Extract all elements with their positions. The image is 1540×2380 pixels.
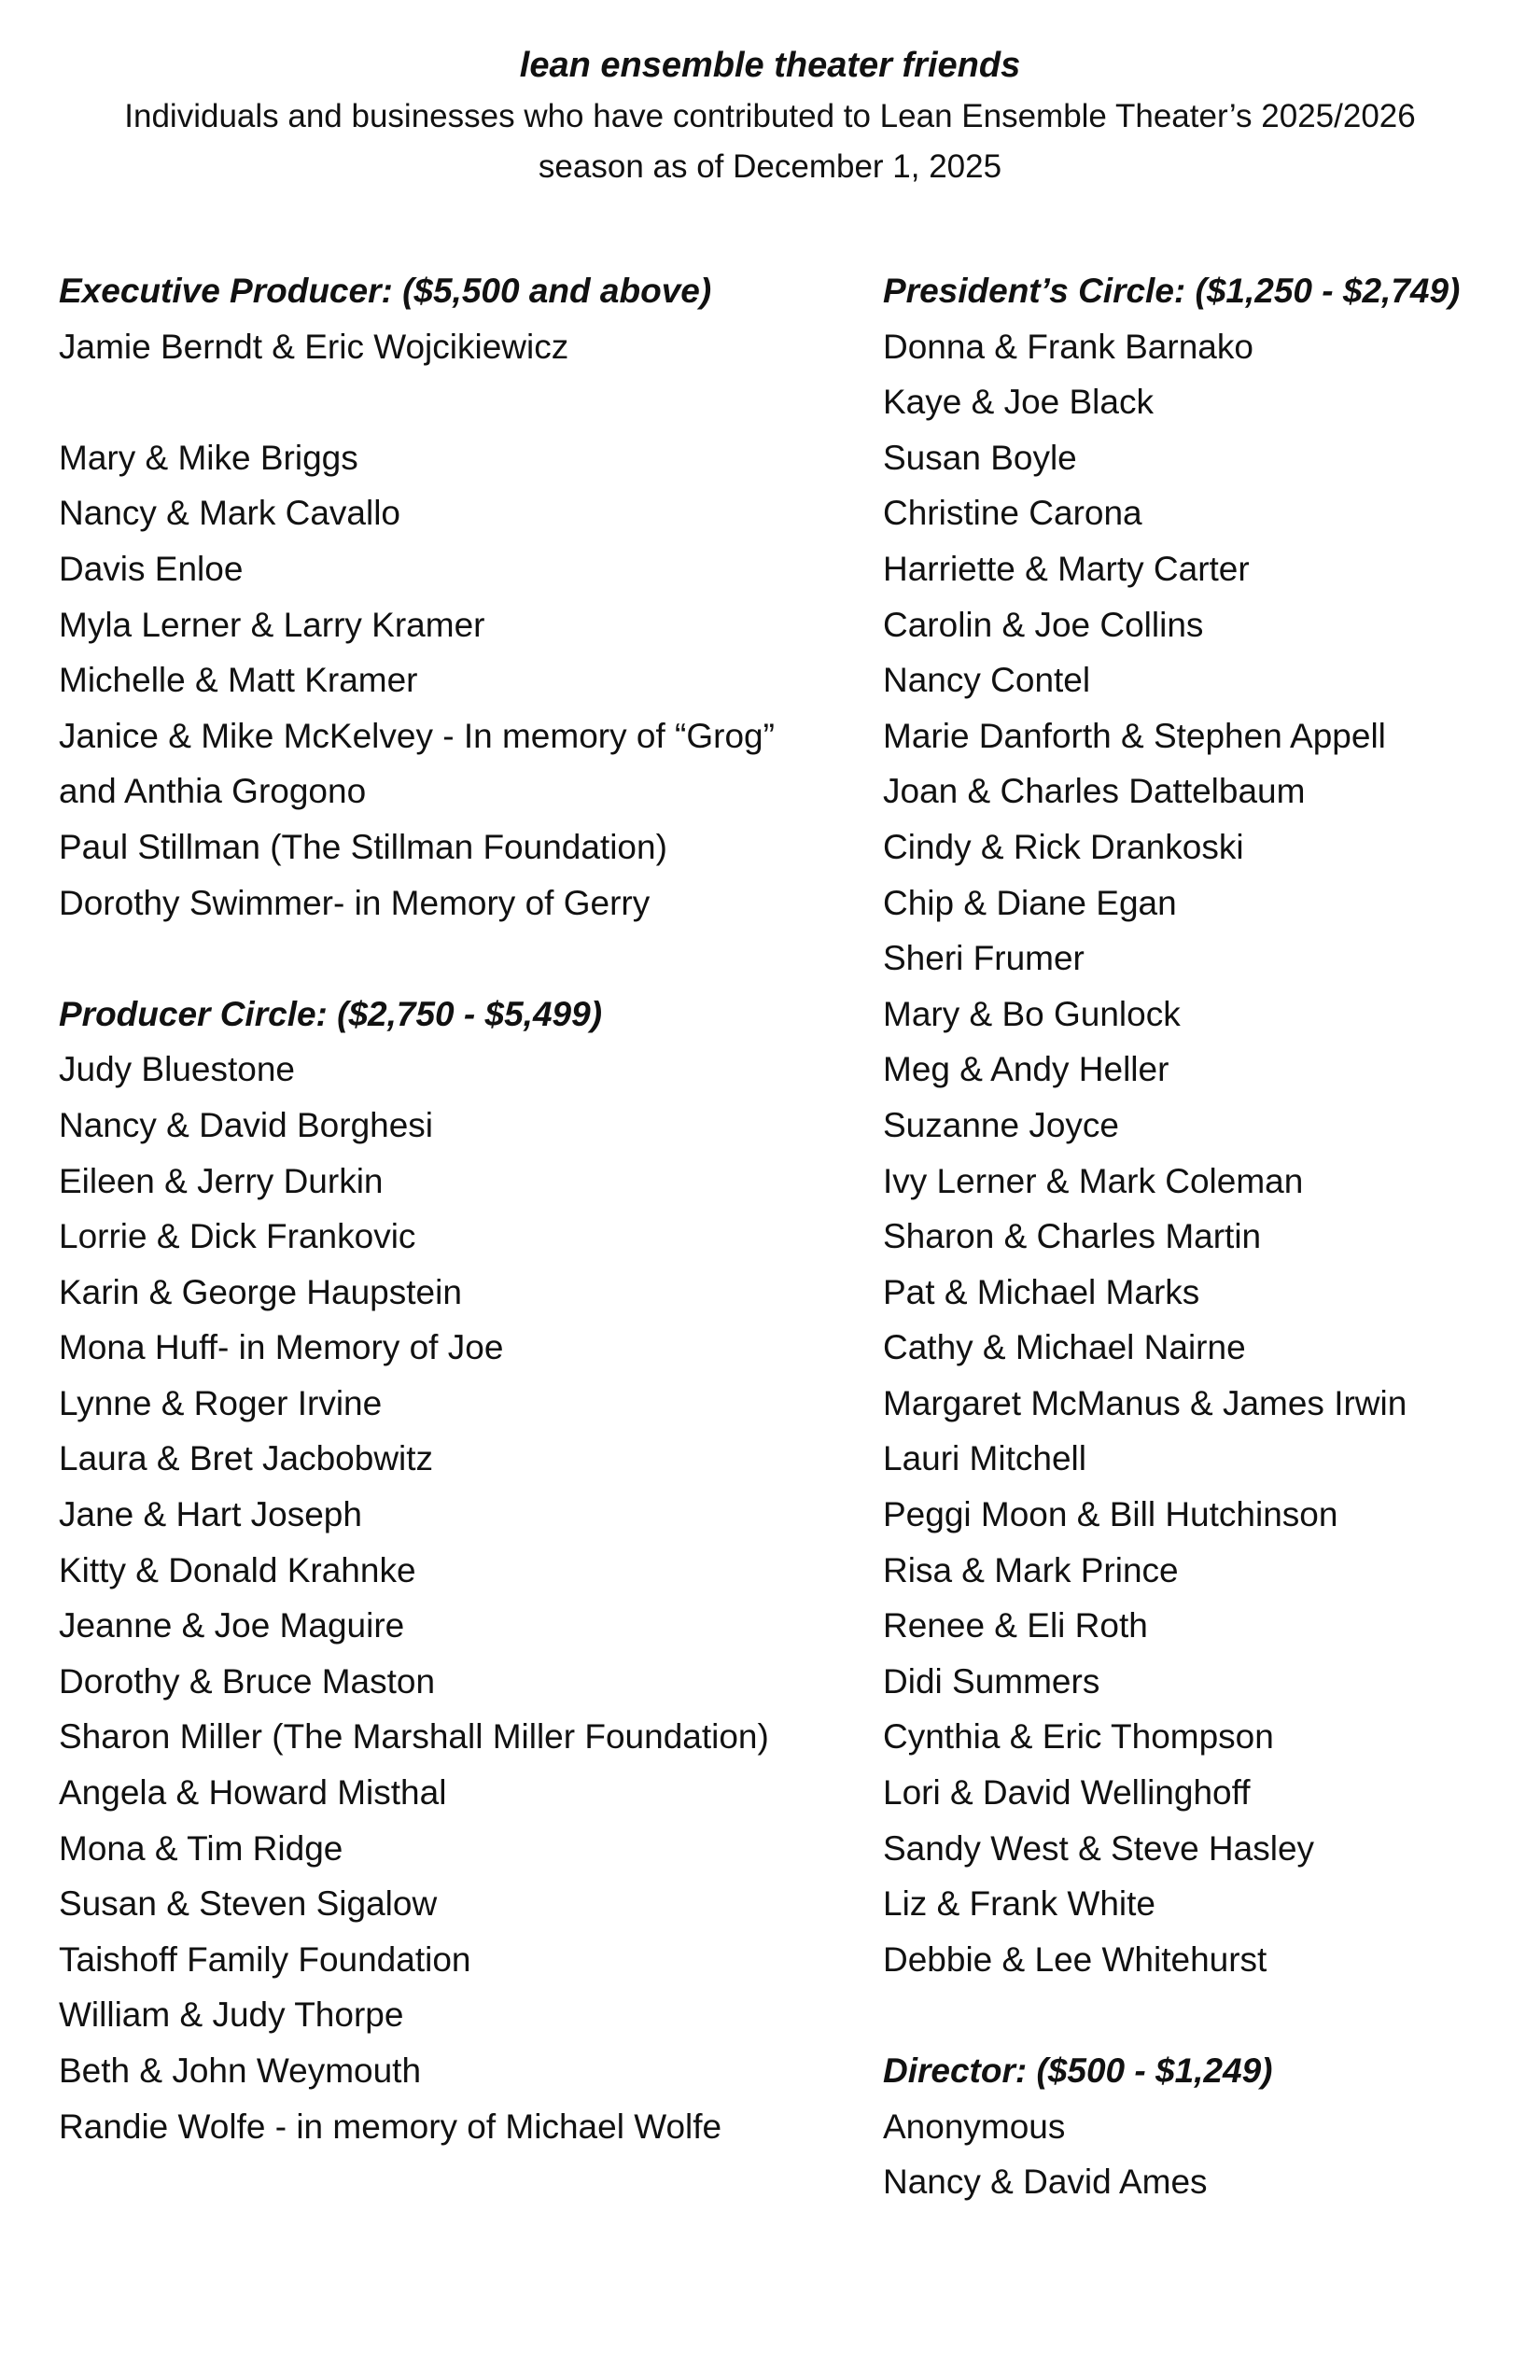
page-title: lean ensemble theater friends	[519, 46, 1021, 85]
donor-name: Cindy & Rick Drankoski	[883, 827, 1244, 866]
donor-name: Jeanne & Joe Maguire	[59, 1606, 405, 1645]
donor-name: Christine Carona	[883, 494, 1142, 533]
donor-name: Susan & Steven Sigalow	[59, 1884, 438, 1924]
donor-name: Cathy & Michael Nairne	[883, 1328, 1246, 1367]
donor-name: Dorothy & Bruce Maston	[59, 1661, 436, 1701]
page-header	[0, 39, 1540, 192]
producer-circle-list	[59, 1042, 861, 2154]
presidents-circle-list	[883, 319, 1518, 1988]
donor-name: Ivy Lerner & Mark Coleman	[883, 1161, 1304, 1200]
donor-name: Jane & Hart Joseph	[59, 1495, 362, 1534]
right-column	[883, 263, 1518, 2210]
donor-name: Peggi Moon & Bill Hutchinson	[883, 1495, 1338, 1534]
donor-name: Lynne & Roger Irvine	[59, 1383, 383, 1422]
donor-name: Mary & Mike Briggs	[59, 438, 358, 477]
donor-name: Angela & Howard Misthal	[59, 1773, 447, 1813]
donor-name: Davis Enloe	[59, 549, 244, 588]
donor-name: Meg & Andy Heller	[883, 1050, 1169, 1089]
donor-name: Myla Lerner & Larry Kramer	[59, 605, 485, 644]
donor-name: Sandy West & Steve Hasley	[883, 1828, 1315, 1868]
donor-name: Dorothy Swimmer- in Memory of Gerry	[59, 883, 651, 922]
donor-name: Debbie & Lee Whitehurst	[883, 1939, 1267, 1979]
donor-name: Liz & Frank White	[883, 1884, 1155, 1924]
donor-name: Anonymous	[883, 2107, 1066, 2146]
donor-name: Lorrie & Dick Frankovic	[59, 1217, 416, 1256]
donor-name: Harriette & Marty Carter	[883, 549, 1250, 588]
donor-name: Janice & Mike McKelvey - In memory of “Grog”	[59, 716, 775, 755]
donor-name: Suzanne Joyce	[883, 1105, 1120, 1144]
donor-name: Joan & Charles Dattelbaum	[883, 772, 1306, 811]
donor-name: Renee & Eli Roth	[883, 1606, 1148, 1645]
donor-name: Beth & John Weymouth	[59, 2051, 422, 2090]
donor-name: Sheri Frumer	[883, 939, 1085, 978]
donor-name: Chip & Diane Egan	[883, 883, 1177, 922]
donor-name: William & Judy Thorpe	[59, 1995, 404, 2035]
donor-name: Randie Wolfe - in memory of Michael Wolfe	[59, 2107, 722, 2146]
donor-name: and Anthia Grogono	[59, 772, 367, 811]
donor-name: Kitty & Donald Krahnke	[59, 1550, 416, 1589]
section-spacer	[59, 931, 861, 987]
executive-producer-list-a	[59, 319, 861, 375]
section-spacer	[883, 1987, 1518, 2043]
page-subtitle: Individuals and businesses who have contributed to Lean Ensemble Theater’s 2025/2026 season as of December 1, 2025	[124, 98, 1416, 185]
executive-producer-list-b	[59, 430, 861, 931]
donor-name: Lauri Mitchell	[883, 1439, 1086, 1478]
director-heading: Director: ($500 - $1,249)	[883, 2051, 1273, 2090]
donor-name: Sharon & Charles Martin	[883, 1217, 1262, 1256]
section-spacer	[59, 374, 861, 430]
donor-name: Kaye & Joe Black	[883, 383, 1154, 422]
donor-name: Taishoff Family Foundation	[59, 1939, 471, 1979]
donor-name: Margaret McManus & James Irwin	[883, 1383, 1407, 1422]
director-list	[883, 2099, 1518, 2210]
presidents-circle-heading: President’s Circle: ($1,250 - $2,749)	[883, 272, 1461, 310]
donor-name: Nancy Contel	[883, 661, 1091, 700]
donor-name: Sharon Miller (The Marshall Miller Foundation)	[59, 1717, 769, 1757]
donor-name: Marie Danforth & Stephen Appell	[883, 716, 1386, 755]
donor-name: Donna & Frank Barnako	[883, 327, 1253, 366]
donor-name: Paul Stillman (The Stillman Foundation)	[59, 827, 667, 866]
donor-name: Michelle & Matt Kramer	[59, 661, 418, 700]
donor-name: Cynthia & Eric Thompson	[883, 1717, 1274, 1757]
donor-name: Mary & Bo Gunlock	[883, 994, 1181, 1033]
donor-name: Pat & Michael Marks	[883, 1272, 1200, 1311]
donor-name: Eileen & Jerry Durkin	[59, 1161, 384, 1200]
donor-name: Mona Huff- in Memory of Joe	[59, 1328, 504, 1367]
donor-name: Risa & Mark Prince	[883, 1550, 1179, 1589]
donor-name: Nancy & Mark Cavallo	[59, 494, 401, 533]
executive-producer-heading: Executive Producer: ($5,500 and above)	[59, 272, 712, 310]
left-column	[59, 263, 861, 2154]
donor-name: Nancy & David Borghesi	[59, 1105, 434, 1144]
donor-name: Carolin & Joe Collins	[883, 605, 1204, 644]
donor-name: Karin & George Haupstein	[59, 1272, 462, 1311]
donor-name: Judy Bluestone	[59, 1050, 296, 1089]
donor-name: Jamie Berndt & Eric Wojcikiewicz	[59, 327, 569, 366]
donor-name: Mona & Tim Ridge	[59, 1828, 343, 1868]
donor-name: Nancy & David Ames	[883, 2163, 1208, 2202]
donor-name: Laura & Bret Jacbobwitz	[59, 1439, 434, 1478]
donor-name: Didi Summers	[883, 1661, 1100, 1701]
donor-name: Susan Boyle	[883, 438, 1077, 477]
donor-name: Lori & David Wellinghoff	[883, 1773, 1251, 1813]
producer-circle-heading: Producer Circle: ($2,750 - $5,499)	[59, 994, 603, 1033]
